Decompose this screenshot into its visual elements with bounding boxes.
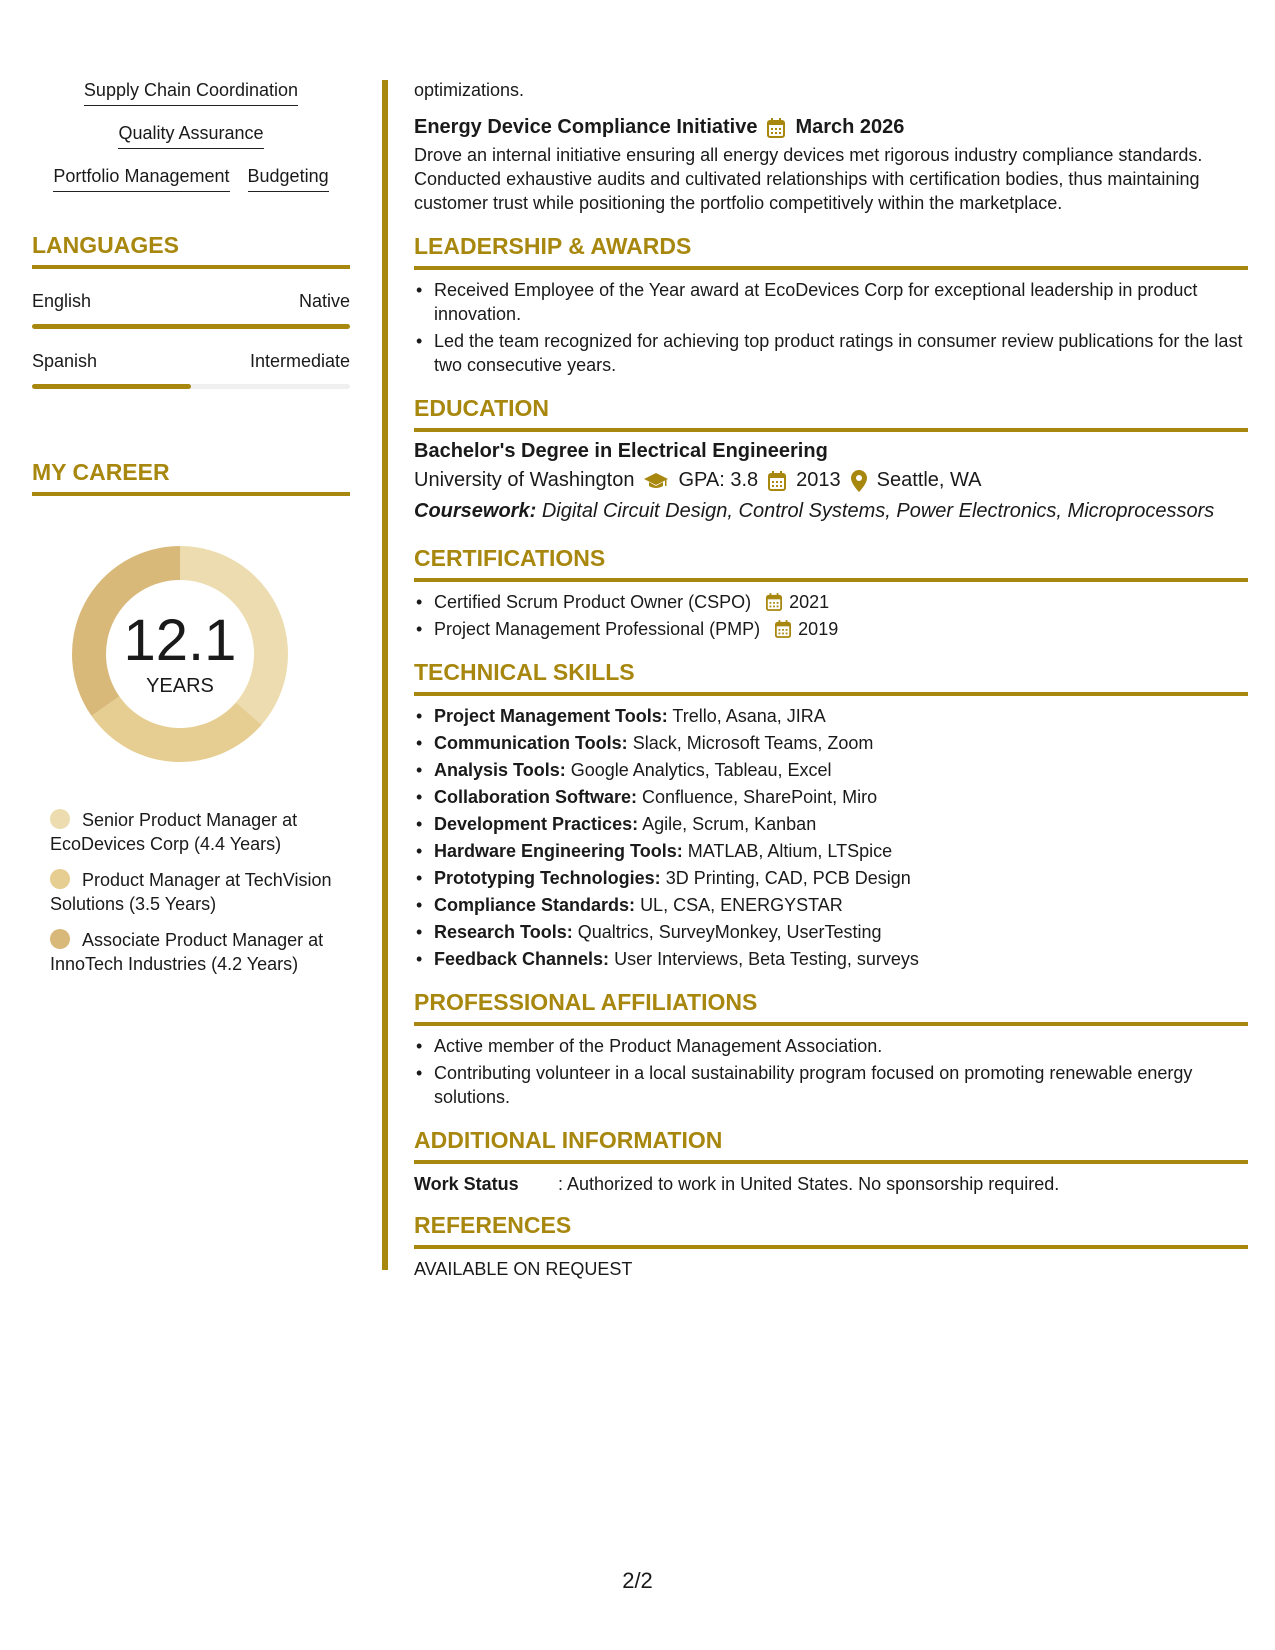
skill-label: Prototyping Technologies: xyxy=(434,868,661,888)
initiative-title-row xyxy=(414,116,1248,139)
technical-skill-item xyxy=(414,758,1248,782)
language-name: English xyxy=(32,291,92,311)
skill-tag: Supply Chain Coordination xyxy=(84,78,298,106)
education-coursework xyxy=(414,500,1248,523)
skill-value: Agile, Scrum, Kanban xyxy=(642,814,817,834)
certification-item xyxy=(414,590,1248,614)
language-bar-fill xyxy=(32,324,350,329)
career-unit: YEARS xyxy=(146,674,214,697)
technical-skills-list xyxy=(414,704,1248,971)
affiliations-heading: PROFESSIONAL AFFILIATIONS xyxy=(414,989,1248,1026)
technical-skill-item xyxy=(414,812,1248,836)
technical-skills-heading: TECHNICAL SKILLS xyxy=(414,659,1248,696)
education-degree: Bachelor's Degree in Electrical Engineering xyxy=(414,440,828,462)
education-location: Seattle, WA xyxy=(876,469,982,491)
certification-item xyxy=(414,617,1248,641)
career-legend-item xyxy=(50,868,340,916)
skill-value: Trello, Asana, JIRA xyxy=(672,706,826,726)
career-legend-item xyxy=(50,808,340,856)
career-donut-chart xyxy=(64,538,296,770)
skills-tags xyxy=(32,78,350,192)
initiative-title: Energy Device Compliance Initiative xyxy=(414,116,758,138)
technical-skill-item xyxy=(414,704,1248,728)
column-divider xyxy=(382,80,388,1270)
skill-label: Collaboration Software: xyxy=(434,787,638,807)
career-heading: MY CAREER xyxy=(32,459,350,496)
language-bar xyxy=(32,324,350,329)
list-item: • Received Employee of the Year award at EcoDevices Corp for exceptional leadership in product innovation. xyxy=(414,278,1248,326)
left-column xyxy=(32,78,350,988)
page-number: 2/2 xyxy=(622,1568,653,1593)
skill-tag: Budgeting xyxy=(248,164,329,192)
references-text: AVAILABLE ON REQUEST xyxy=(414,1259,633,1279)
affiliations-list xyxy=(414,1034,1248,1109)
technical-skill-item xyxy=(414,866,1248,890)
work-status-label: Work Status xyxy=(414,1174,519,1194)
language-level: Native xyxy=(298,291,350,311)
initiative-description: Drove an internal initiative ensuring all energy devices met rigorous industry compliance standards. Conducted exhaustive audits and cultivated relationships with certification bodies, thus maintaining customer trust while positioning the portfolio competitively within the marketplace. xyxy=(414,145,1203,213)
skill-value: Google Analytics, Tableau, Excel xyxy=(570,760,832,780)
career-legend xyxy=(50,808,340,976)
previous-entry-tail: optimizations. xyxy=(414,80,525,100)
language-english xyxy=(32,291,350,329)
languages-heading: LANGUAGES xyxy=(32,232,350,269)
legend-dot xyxy=(50,809,70,829)
right-column xyxy=(414,78,1248,1281)
technical-skill-item xyxy=(414,785,1248,809)
graduation-cap-icon xyxy=(644,472,668,490)
skill-value: Qualtrics, SurveyMonkey, UserTesting xyxy=(577,922,882,942)
certification-name: Project Management Professional (PMP) xyxy=(434,619,761,639)
technical-skill-item xyxy=(414,731,1248,755)
certifications-list xyxy=(414,590,1248,641)
skill-label: Feedback Channels: xyxy=(434,949,610,969)
additional-info-heading: ADDITIONAL INFORMATION xyxy=(414,1127,1248,1164)
language-spanish xyxy=(32,351,350,389)
location-pin-icon xyxy=(851,470,867,492)
calendar-icon xyxy=(775,620,791,638)
leadership-heading: LEADERSHIP & AWARDS xyxy=(414,233,1248,270)
education-gpa: GPA: 3.8 xyxy=(678,469,759,491)
skill-value: UL, CSA, ENERGYSTAR xyxy=(640,895,843,915)
education-school: University of Washington xyxy=(414,469,635,491)
skill-value: User Interviews, Beta Testing, surveys xyxy=(614,949,919,969)
skill-label: Compliance Standards: xyxy=(434,895,636,915)
skill-value: Slack, Microsoft Teams, Zoom xyxy=(632,733,874,753)
technical-skill-item xyxy=(414,920,1248,944)
career-legend-item xyxy=(50,928,340,976)
calendar-icon xyxy=(768,471,786,491)
education-details xyxy=(414,469,1248,492)
legend-label: Associate Product Manager at InnoTech Industries (4.2 Years) xyxy=(50,930,324,974)
skill-tag: Portfolio Management xyxy=(53,164,229,192)
technical-skill-item xyxy=(414,839,1248,863)
legend-dot xyxy=(50,929,70,949)
certification-year: 2021 xyxy=(789,592,830,612)
legend-label: Senior Product Manager at EcoDevices Corp (4.4 Years) xyxy=(50,810,298,854)
skill-value: MATLAB, Altium, LTSpice xyxy=(687,841,893,861)
work-status-value: : Authorized to work in United States. No sponsorship required. xyxy=(558,1174,1060,1194)
calendar-icon xyxy=(767,118,785,138)
list-item: • Contributing volunteer in a local sustainability program focused on promoting renewable energy solutions. xyxy=(414,1061,1248,1109)
references-heading: REFERENCES xyxy=(414,1212,1248,1249)
technical-skill-item xyxy=(414,947,1248,971)
skill-label: Communication Tools: xyxy=(434,733,628,753)
career-total: 12.1 xyxy=(123,607,237,673)
education-heading: EDUCATION xyxy=(414,395,1248,432)
legend-dot xyxy=(50,869,70,889)
skill-label: Project Management Tools: xyxy=(434,706,668,726)
skill-label: Hardware Engineering Tools: xyxy=(434,841,683,861)
language-level: Intermediate xyxy=(249,351,350,371)
skill-tag: Quality Assurance xyxy=(118,121,263,149)
leadership-list xyxy=(414,278,1248,377)
certification-name: Certified Scrum Product Owner (CSPO) xyxy=(434,592,752,612)
language-name: Spanish xyxy=(32,351,98,371)
language-bar xyxy=(32,384,350,389)
skill-label: Analysis Tools: xyxy=(434,760,566,780)
coursework-value: Digital Circuit Design, Control Systems, Power Electronics, Microprocessors xyxy=(541,500,1215,522)
legend-label: Product Manager at TechVision Solutions (3.5 Years) xyxy=(50,870,332,914)
education-year: 2013 xyxy=(796,469,841,491)
technical-skill-item xyxy=(414,893,1248,917)
list-item: • Led the team recognized for achieving top product ratings in consumer review publications for the last two consecutive years. xyxy=(414,329,1248,377)
certifications-heading: CERTIFICATIONS xyxy=(414,545,1248,582)
language-bar-fill xyxy=(32,384,191,389)
certification-year: 2019 xyxy=(798,619,839,639)
skill-value: 3D Printing, CAD, PCB Design xyxy=(665,868,911,888)
work-status-row xyxy=(414,1172,1248,1196)
calendar-icon xyxy=(766,593,782,611)
list-item: • Active member of the Product Management Association. xyxy=(414,1034,1248,1058)
skill-label: Development Practices: xyxy=(434,814,639,834)
initiative-date: March 2026 xyxy=(795,116,905,138)
coursework-label: Coursework: xyxy=(414,500,537,522)
skill-value: Confluence, SharePoint, Miro xyxy=(642,787,878,807)
skill-label: Research Tools: xyxy=(434,922,573,942)
